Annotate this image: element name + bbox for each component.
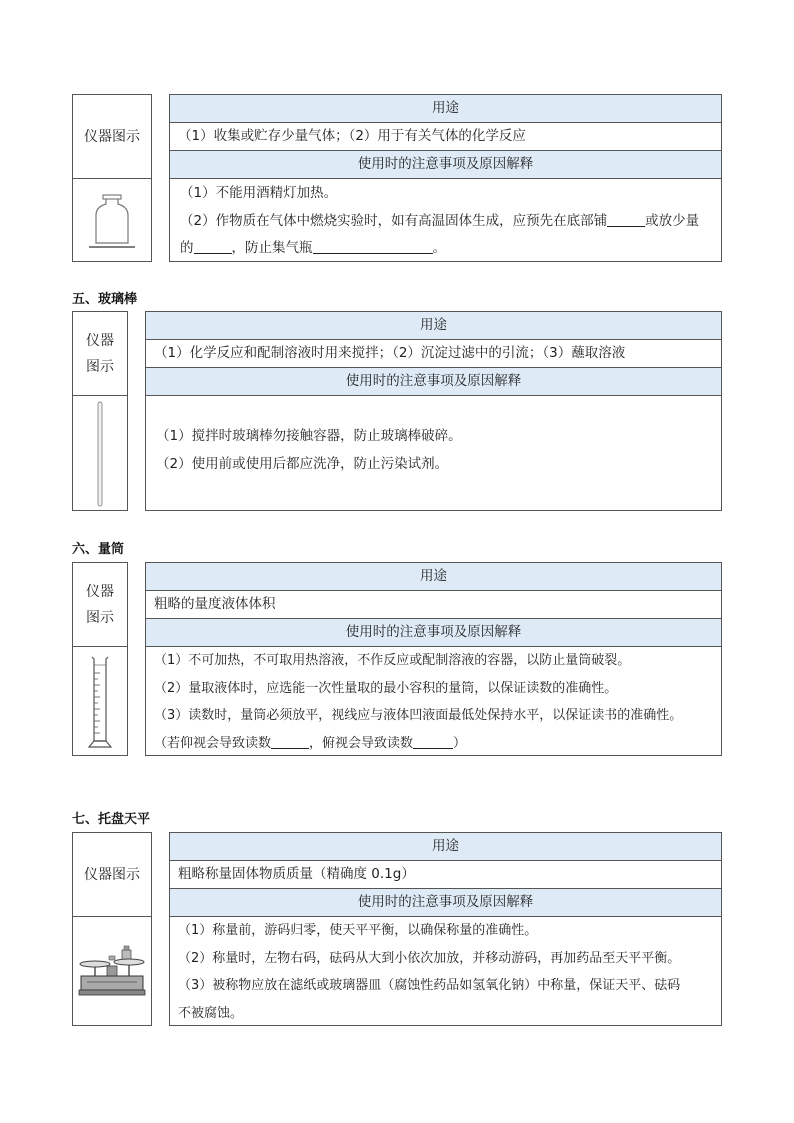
usage-text: （1）收集或贮存少量气体；（2）用于有关气体的化学反应 — [170, 123, 721, 151]
fill-blank[interactable] — [607, 213, 645, 227]
section-title-glass-rod: 五、玻璃棒 — [72, 292, 138, 307]
notes-body — [170, 917, 721, 1027]
note-2: （2）使用前或使用后都应洗净，防止污染试剂。 — [156, 455, 449, 472]
usage-text: 粗略的量度液体体积 — [146, 591, 721, 619]
notes-header: 使用时的注意事项及原因解释 — [170, 889, 721, 917]
usage-header: 用途 — [170, 95, 721, 123]
image-column — [72, 311, 128, 511]
note-1: （1）称量前，游码归零，使天平平衡，以确保称量的准确性。 — [178, 923, 538, 938]
usage-text: 粗略称量固体物质质量（精确度 0.1g） — [170, 861, 721, 889]
fill-blank[interactable] — [194, 240, 232, 254]
note-1: （1）不可加热，不可取用热溶液，不作反应或配制溶液的容器，以防止量筒破裂。 — [154, 653, 631, 668]
note-3: 的 ，防止集气瓶 。 — [180, 240, 446, 256]
info-table — [145, 311, 722, 511]
usage-header: 用途 — [146, 312, 721, 340]
note-3: （3）读数时，量筒必须放平，视线应与液体凹液面最低处保持水平，以保证读书的准确性。 — [154, 708, 683, 723]
note-1: （1）不能用酒精灯加热。 — [180, 185, 338, 201]
info-table — [169, 832, 722, 1026]
notes-body — [170, 179, 721, 263]
fill-blank[interactable] — [313, 240, 433, 254]
apparatus-table-gas-bottle — [72, 94, 722, 262]
tray-balance-icon — [73, 917, 151, 1027]
note-4: 不被腐蚀。 — [178, 1005, 244, 1021]
gas-collecting-bottle-icon — [73, 179, 151, 263]
image-label: 仪器图示 — [73, 95, 151, 179]
notes-header: 使用时的注意事项及原因解释 — [146, 619, 721, 647]
apparatus-table-glass-rod — [72, 311, 722, 511]
note-4: （若仰视会导致读数 ，俯视会导致读数 ） — [154, 735, 467, 751]
fill-blank[interactable] — [413, 735, 453, 749]
info-table — [169, 94, 722, 262]
image-column — [72, 562, 128, 756]
usage-text: （1）化学反应和配制溶液时用来搅拌；（2）沉淀过滤中的引流；（3）蘸取溶液 — [146, 340, 721, 368]
image-label: 仪器图示 — [73, 833, 151, 917]
image-label: 仪器 图示 — [73, 312, 127, 396]
image-label: 仪器 图示 — [73, 563, 127, 647]
usage-header: 用途 — [146, 563, 721, 591]
glass-rod-icon — [73, 396, 127, 512]
apparatus-table-graduated-cylinder — [72, 562, 722, 756]
notes-body — [146, 647, 721, 757]
notes-header: 使用时的注意事项及原因解释 — [170, 151, 721, 179]
note-2: （2）称量时，左物右码，砝码从大到小依次加放，并移动游码，再加药品至天平平衡。 — [178, 950, 681, 966]
section-title-graduated-cylinder: 六、量筒 — [72, 542, 125, 557]
note-2: （2）作物质在气体中燃烧实验时，如有高温固体生成，应预先在底部铺 或放少量 — [180, 212, 700, 229]
notes-body — [146, 396, 721, 512]
section-title-tray-balance: 七、托盘天平 — [72, 812, 151, 827]
note-2: （2）量取液体时，应选能一次性量取的最小容积的量筒，以保证读数的准确性。 — [154, 680, 618, 696]
fill-blank[interactable] — [271, 735, 309, 749]
note-1: （1）搅拌时玻璃棒勿接触容器，防止玻璃棒破碎。 — [156, 428, 462, 444]
image-column — [72, 94, 152, 262]
notes-header: 使用时的注意事项及原因解释 — [146, 368, 721, 396]
graduated-cylinder-icon — [73, 647, 127, 757]
image-column — [72, 832, 152, 1026]
info-table — [145, 562, 722, 756]
note-3: （3）被称物应放在滤纸或玻璃器皿（腐蚀性药品如氢氧化钠）中称量，保证天平、砝码 — [178, 978, 681, 993]
usage-header: 用途 — [170, 833, 721, 861]
apparatus-table-tray-balance — [72, 832, 722, 1026]
